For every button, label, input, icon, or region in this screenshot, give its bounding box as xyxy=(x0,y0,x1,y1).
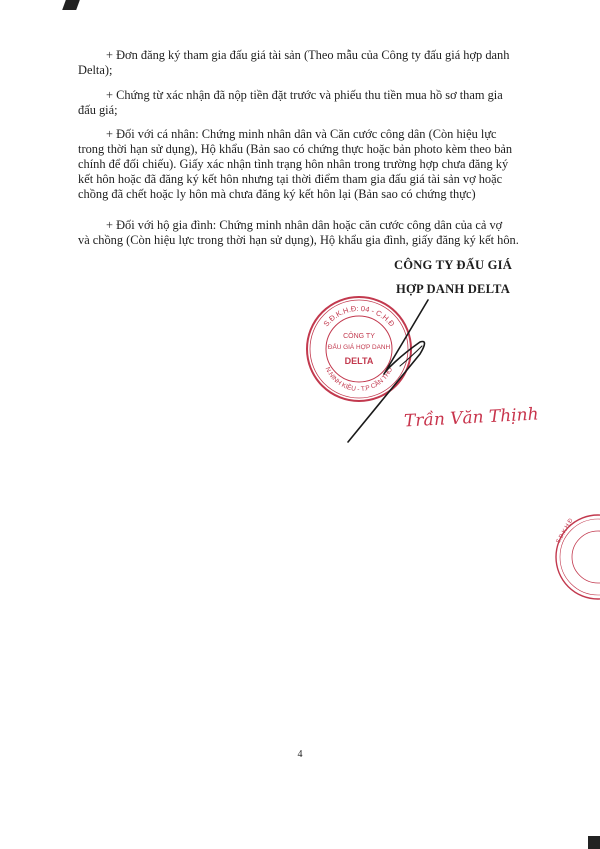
stamp-ring-text: S.Đ.K.H.Đ: 04 - C.H.Đ xyxy=(321,303,397,329)
paragraph-deposit-receipt xyxy=(78,88,551,118)
stamp-ring-text-bottom: N.NINH KIỀU - T.P CẦN THƠ xyxy=(323,366,395,394)
stamp-inner-line1: CÔNG TY xyxy=(343,333,375,340)
paragraph-household xyxy=(78,218,551,248)
partial-stamp-text: S.Đ.K.H.Đ xyxy=(555,517,575,545)
text-line: chính để đối chiếu). Giấy xác nhận tình trạng hôn nhân trong trường hợp chưa đăng ký xyxy=(78,157,509,171)
page-number: 4 xyxy=(297,749,303,760)
signer-name: Trần Văn Thịnh xyxy=(403,404,540,432)
company-title-line2: HỢP DANH DELTA xyxy=(395,282,511,296)
text-line: Delta); xyxy=(78,63,113,77)
text-line: kết hôn hoặc đã đăng ký kết hôn nhưng tại thời điểm tham gia đấu giá tài sản vợ hoặc xyxy=(78,172,503,186)
scan-edge-mark-bottom xyxy=(588,836,600,849)
text-line: + Đối với hộ gia đình: Chứng minh nhân dân hoặc căn cước công dân của cả vợ xyxy=(106,218,503,232)
text-line: + Đối với cá nhân: Chứng minh nhân dân và Căn cước công dân (Còn hiệu lực xyxy=(106,127,497,141)
signature-block-title xyxy=(383,258,523,297)
scan-edge-mark xyxy=(62,0,80,10)
stamp-inner-line2: ĐẤU GIÁ HỢP DANH xyxy=(327,344,391,351)
text-line: và chồng (Còn hiệu lực trong thời hạn sử dụng), Hộ khẩu gia đình, giấy đăng ký kết hôn. xyxy=(78,233,519,247)
stamp-inner-line3: DELTA xyxy=(344,356,374,366)
text-line: đấu giá; xyxy=(78,103,118,117)
text-line: + Đơn đăng ký tham gia đấu giá tài sản (Theo mẫu của Công ty đấu giá hợp danh xyxy=(106,48,510,62)
text-line: chồng đã chết hoặc ly hôn mà chưa đăng ký kết hôn lại (Bản sao có chứng thực) xyxy=(78,187,476,201)
text-line: + Chứng từ xác nhận đã nộp tiền đặt trước và phiếu thu tiền mua hồ sơ tham gia xyxy=(106,88,503,102)
partial-edge-stamp xyxy=(520,512,600,602)
company-title-line1: CÔNG TY ĐẤU GIÁ xyxy=(393,258,513,272)
paragraph-application-form xyxy=(78,48,551,78)
text-line: trong thời hạn sử dụng), Hộ khẩu (Bản sao có chứng thực hoặc bản photo kèm theo bản xyxy=(78,142,513,156)
paragraph-individual xyxy=(78,127,551,202)
